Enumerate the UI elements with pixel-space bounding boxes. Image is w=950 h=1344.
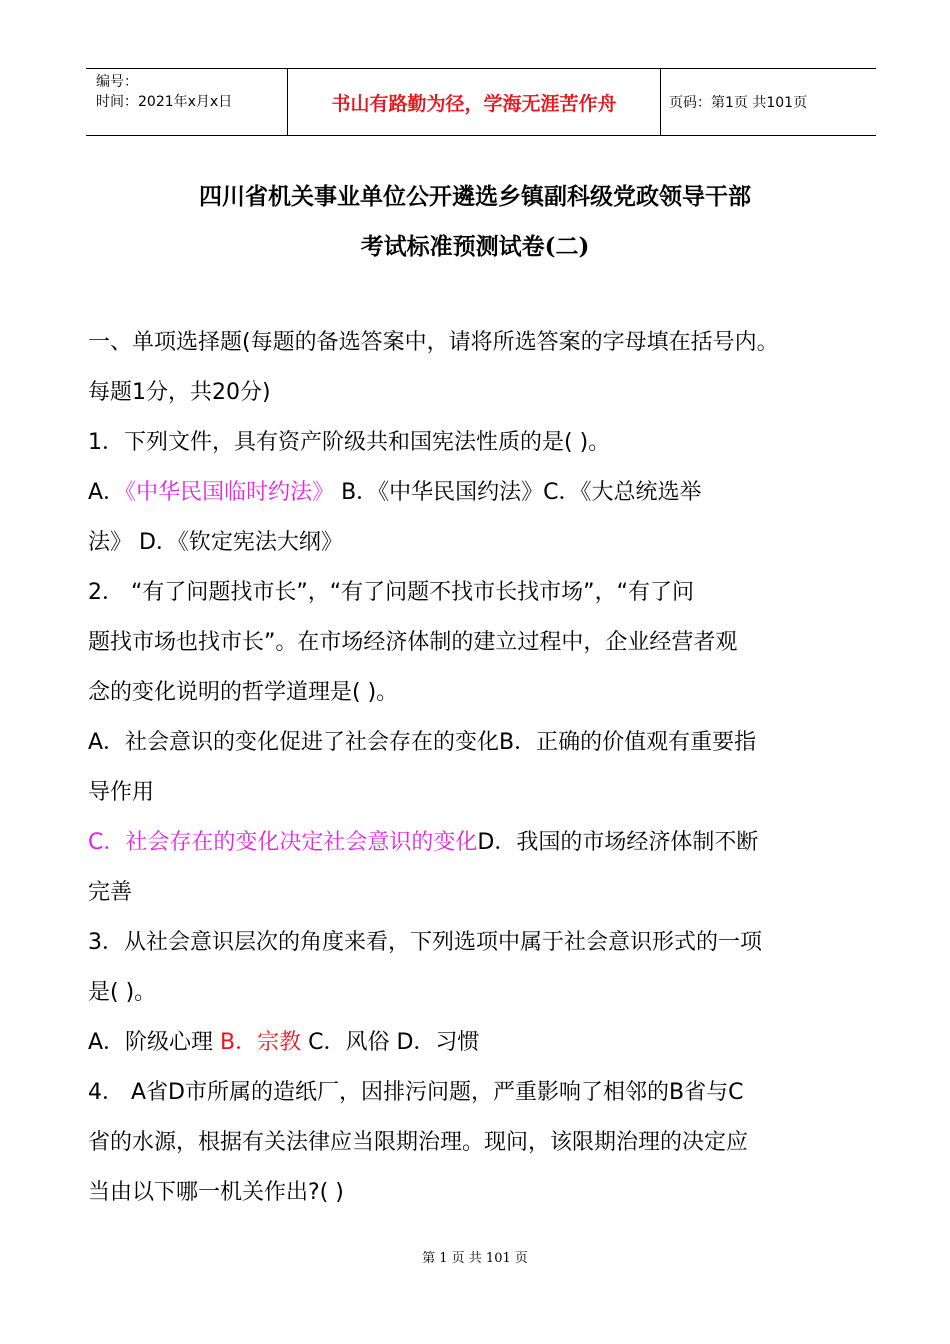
- q2-options-cd-line: [88, 818, 888, 868]
- section-heading-line2: 每题1分，共20分): [88, 380, 271, 405]
- page-footer: 第 1 页 共 101 页: [422, 1251, 528, 1266]
- q1-options-line1: [88, 468, 888, 518]
- q2-options-ab-line2: 导作用: [88, 780, 155, 805]
- q2-option-d: D．我国的市场经济体制不断: [477, 830, 759, 855]
- q4-stem-line1: 4． A省D市所属的造纸厂，因排污问题，严重影响了相邻的B省与C: [88, 1080, 744, 1105]
- q2-options-ab-line1: A．社会意识的变化促进了社会存在的变化B．正确的价值观有重要指: [88, 730, 757, 755]
- q1-option-a-label: A．: [88, 480, 126, 505]
- q1-options-line2: 法》 D．《钦定宪法大纲》: [88, 530, 343, 555]
- q2-option-c-answer: C．社会存在的变化决定社会意识的变化: [88, 830, 478, 855]
- q4-stem-line3: 当由以下哪一机关作出?( ): [88, 1180, 344, 1205]
- q4-stem-line2: 省的水源，根据有关法律应当限期治理。现问，该限期治理的决定应: [88, 1130, 749, 1155]
- q2-stem-line1: 2． “有了问题找市长”，“有了问题不找市长找市场”，“有了问: [88, 580, 694, 605]
- q2-stem-line2: 题找市场也找市长”。在市场经济体制的建立过程中，企业经营者观: [88, 630, 738, 655]
- q1-option-a-answer: 《中华民国临时约法》: [125, 480, 335, 505]
- motto-text: 书山有路勤为径，学海无涯苦作舟: [331, 92, 617, 115]
- number-label: 编号：: [96, 74, 138, 90]
- header-motto-cell: [288, 69, 661, 135]
- q3-stem-line2: 是( )。: [88, 980, 157, 1005]
- q2-option-d-line2: 完善: [88, 880, 133, 905]
- q2-stem-line3: 念的变化说明的哲学道理是( )。: [88, 680, 399, 705]
- time-label: 时间：2021年x月x日: [96, 94, 233, 110]
- section-heading-line1: 一、单项选择题(每题的备选答案中，请将所选答案的字母填在括号内。: [88, 330, 779, 355]
- q1-options-rest: B．《中华民国约法》C．《大总统选举: [334, 480, 702, 505]
- q1-stem: 1．下列文件，具有资产阶级共和国宪法性质的是( )。: [88, 430, 611, 455]
- q3-options-cd: C．风俗 D．习惯: [301, 1030, 480, 1055]
- header-table: [86, 68, 876, 136]
- q3-stem-line1: 3．从社会意识层次的角度来看，下列选项中属于社会意识形式的一项: [88, 930, 762, 955]
- q3-option-a: A．阶级心理: [88, 1030, 221, 1055]
- exam-body: [88, 318, 888, 1218]
- q3-option-b-answer: B．宗教: [220, 1030, 302, 1055]
- page-title-line1: 四川省机关事业单位公开遴选乡镇副科级党政领导干部: [199, 183, 751, 210]
- page-title-line2: 考试标准预测试卷(二): [360, 233, 590, 260]
- header-meta-cell: [86, 69, 288, 135]
- q3-options-line: [88, 1018, 888, 1068]
- page-label: 页码：第1页 共101页: [669, 95, 808, 111]
- header-page-cell: [661, 69, 876, 135]
